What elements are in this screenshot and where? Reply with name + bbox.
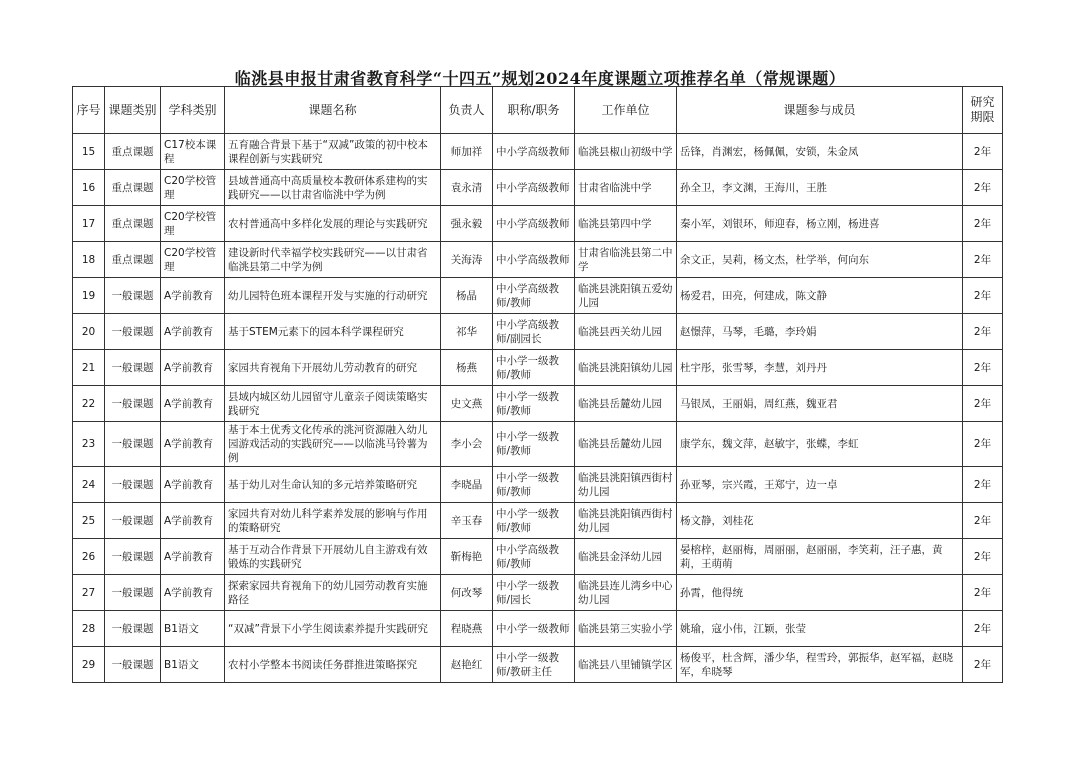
cell-subject-category: C20学校管理 bbox=[161, 170, 225, 206]
cell-project-name: 幼儿园特色班本课程开发与实施的行动研究 bbox=[225, 278, 441, 314]
cell-subject-category: C20学校管理 bbox=[161, 206, 225, 242]
cell-duration: 2年 bbox=[963, 467, 1003, 503]
cell-duration: 2年 bbox=[963, 611, 1003, 647]
cell-duration: 2年 bbox=[963, 350, 1003, 386]
cell-work-unit: 临洮县岳麓幼儿园 bbox=[575, 386, 677, 422]
cell-work-unit: 临洮县椒山初级中学 bbox=[575, 134, 677, 170]
cell-project-name: “双减”背景下小学生阅读素养提升实践研究 bbox=[225, 611, 441, 647]
cell-work-unit: 临洮县洮阳镇西街村幼儿园 bbox=[575, 503, 677, 539]
cell-leader: 靳梅艳 bbox=[441, 539, 493, 575]
cell-duration: 2年 bbox=[963, 170, 1003, 206]
document-title: 临洮县申报甘肃省教育科学“十四五”规划2024年度课题立项推荐名单（常规课题） bbox=[234, 69, 846, 88]
header-work-unit: 工作单位 bbox=[575, 87, 677, 134]
cell-project-name: 家园共育视角下开展幼儿劳动教育的研究 bbox=[225, 350, 441, 386]
cell-subject-category: A学前教育 bbox=[161, 278, 225, 314]
cell-index: 16 bbox=[73, 170, 105, 206]
cell-members: 孙全卫，李文渊，王海川，王胜 bbox=[677, 170, 963, 206]
cell-leader: 关海涛 bbox=[441, 242, 493, 278]
cell-title-position: 中小学一级教师/教师 bbox=[493, 386, 575, 422]
cell-work-unit: 临洮县洮阳镇幼儿园 bbox=[575, 350, 677, 386]
header-members: 课题参与成员 bbox=[677, 87, 963, 134]
table-row bbox=[73, 539, 1003, 575]
cell-members: 晏榕梓，赵丽梅，周丽丽，赵丽丽，李笑莉，汪子惠，黄莉，王萌萌 bbox=[677, 539, 963, 575]
cell-index: 27 bbox=[73, 575, 105, 611]
cell-index: 24 bbox=[73, 467, 105, 503]
cell-index: 19 bbox=[73, 278, 105, 314]
table-row bbox=[73, 350, 1003, 386]
cell-title-position: 中小学一级教师/教师 bbox=[493, 350, 575, 386]
cell-project-name: 探索家园共育视角下的幼儿园劳动教育实施路径 bbox=[225, 575, 441, 611]
cell-work-unit: 临洮县第四中学 bbox=[575, 206, 677, 242]
cell-index: 20 bbox=[73, 314, 105, 350]
cell-title-position: 中小学一级教师/教师 bbox=[493, 422, 575, 467]
cell-duration: 2年 bbox=[963, 386, 1003, 422]
cell-subject-category: A学前教育 bbox=[161, 386, 225, 422]
table-row bbox=[73, 467, 1003, 503]
cell-project-name: 建设新时代幸福学校实践研究——以甘肃省临洮县第二中学为例 bbox=[225, 242, 441, 278]
cell-title-position: 中小学高级教师 bbox=[493, 206, 575, 242]
cell-members: 姚瑜，寇小伟，江颖，张莹 bbox=[677, 611, 963, 647]
cell-work-unit: 甘肃省临洮中学 bbox=[575, 170, 677, 206]
cell-title-position: 中小学一级教师/教研主任 bbox=[493, 647, 575, 683]
cell-work-unit: 甘肃省临洮县第二中学 bbox=[575, 242, 677, 278]
cell-subject-category: C20学校管理 bbox=[161, 242, 225, 278]
table-row bbox=[73, 206, 1003, 242]
cell-leader: 杨燕 bbox=[441, 350, 493, 386]
cell-project-type: 一般课题 bbox=[105, 386, 161, 422]
cell-duration: 2年 bbox=[963, 503, 1003, 539]
table-row bbox=[73, 134, 1003, 170]
cell-project-type: 重点课题 bbox=[105, 134, 161, 170]
cell-title-position: 中小学一级教师 bbox=[493, 611, 575, 647]
cell-work-unit: 临洮县洮阳镇五爱幼儿园 bbox=[575, 278, 677, 314]
cell-project-type: 一般课题 bbox=[105, 647, 161, 683]
table-row bbox=[73, 611, 1003, 647]
cell-project-name: 基于幼儿对生命认知的多元培养策略研究 bbox=[225, 467, 441, 503]
cell-subject-category: A学前教育 bbox=[161, 539, 225, 575]
cell-duration: 2年 bbox=[963, 314, 1003, 350]
cell-subject-category: B1语文 bbox=[161, 611, 225, 647]
table-row bbox=[73, 575, 1003, 611]
cell-work-unit: 临洮县第三实验小学 bbox=[575, 611, 677, 647]
cell-members: 杨爱君，田亮，何建成，陈文静 bbox=[677, 278, 963, 314]
cell-project-type: 一般课题 bbox=[105, 539, 161, 575]
cell-duration: 2年 bbox=[963, 278, 1003, 314]
cell-work-unit: 临洮县洮阳镇西街村幼儿园 bbox=[575, 467, 677, 503]
cell-project-type: 一般课题 bbox=[105, 467, 161, 503]
cell-title-position: 中小学高级教师 bbox=[493, 242, 575, 278]
table-body bbox=[73, 134, 1003, 683]
cell-title-position: 中小学高级教师/教师 bbox=[493, 278, 575, 314]
cell-project-name: 基于本土优秀文化传承的洮河资源融入幼儿园游戏活动的实践研究——以临洮马铃薯为例 bbox=[225, 422, 441, 467]
cell-members: 赵憬萍，马琴，毛璐，李玲娟 bbox=[677, 314, 963, 350]
cell-duration: 2年 bbox=[963, 134, 1003, 170]
cell-project-type: 一般课题 bbox=[105, 350, 161, 386]
cell-work-unit: 临洮县连儿湾乡中心幼儿园 bbox=[575, 575, 677, 611]
cell-project-type: 一般课题 bbox=[105, 611, 161, 647]
cell-index: 23 bbox=[73, 422, 105, 467]
cell-project-type: 一般课题 bbox=[105, 503, 161, 539]
table-header-row bbox=[73, 87, 1003, 134]
header-project-name: 课题名称 bbox=[225, 87, 441, 134]
cell-subject-category: A学前教育 bbox=[161, 350, 225, 386]
cell-project-name: 五育融合背景下基于“双减”政策的初中校本课程创新与实践研究 bbox=[225, 134, 441, 170]
cell-work-unit: 临洮县西关幼儿园 bbox=[575, 314, 677, 350]
cell-project-type: 一般课题 bbox=[105, 278, 161, 314]
cell-leader: 何改琴 bbox=[441, 575, 493, 611]
cell-leader: 李晓晶 bbox=[441, 467, 493, 503]
cell-members: 马银凤，王丽娟，周红燕，魏亚君 bbox=[677, 386, 963, 422]
header-duration: 研究期限 bbox=[963, 87, 1003, 134]
cell-project-name: 农村小学整本书阅读任务群推进策略探究 bbox=[225, 647, 441, 683]
cell-index: 26 bbox=[73, 539, 105, 575]
cell-title-position: 中小学一级教师/教师 bbox=[493, 503, 575, 539]
cell-index: 15 bbox=[73, 134, 105, 170]
table-row bbox=[73, 314, 1003, 350]
cell-leader: 赵艳红 bbox=[441, 647, 493, 683]
cell-index: 21 bbox=[73, 350, 105, 386]
cell-members: 康学东，魏文萍，赵敏宇，张蝶，李虹 bbox=[677, 422, 963, 467]
cell-title-position: 中小学一级教师/园长 bbox=[493, 575, 575, 611]
cell-leader: 辛玉春 bbox=[441, 503, 493, 539]
cell-subject-category: A学前教育 bbox=[161, 314, 225, 350]
cell-work-unit: 临洮县岳麓幼儿园 bbox=[575, 422, 677, 467]
cell-index: 18 bbox=[73, 242, 105, 278]
cell-members: 秦小军，刘银环，师迎春，杨立刚，杨进喜 bbox=[677, 206, 963, 242]
cell-duration: 2年 bbox=[963, 206, 1003, 242]
cell-title-position: 中小学高级教师/副园长 bbox=[493, 314, 575, 350]
cell-subject-category: B1语文 bbox=[161, 647, 225, 683]
cell-members: 余文正，吴莉，杨文杰，杜学举，何向东 bbox=[677, 242, 963, 278]
cell-subject-category: A学前教育 bbox=[161, 467, 225, 503]
header-index: 序号 bbox=[73, 87, 105, 134]
cell-title-position: 中小学一级教师/教师 bbox=[493, 467, 575, 503]
cell-leader: 强永毅 bbox=[441, 206, 493, 242]
table-row bbox=[73, 647, 1003, 683]
cell-index: 22 bbox=[73, 386, 105, 422]
cell-duration: 2年 bbox=[963, 422, 1003, 467]
table-row bbox=[73, 422, 1003, 467]
cell-project-type: 重点课题 bbox=[105, 170, 161, 206]
cell-duration: 2年 bbox=[963, 575, 1003, 611]
cell-work-unit: 临洮县八里铺镇学区 bbox=[575, 647, 677, 683]
cell-duration: 2年 bbox=[963, 242, 1003, 278]
cell-project-type: 重点课题 bbox=[105, 242, 161, 278]
cell-leader: 史文燕 bbox=[441, 386, 493, 422]
recommendation-table bbox=[72, 86, 1003, 683]
cell-work-unit: 临洮县金泽幼儿园 bbox=[575, 539, 677, 575]
cell-subject-category: A学前教育 bbox=[161, 422, 225, 467]
cell-index: 29 bbox=[73, 647, 105, 683]
cell-members: 杨俊平，杜含辉，潘少华，程雪玲，郭振华，赵军福，赵晓军，牟晓琴 bbox=[677, 647, 963, 683]
cell-duration: 2年 bbox=[963, 647, 1003, 683]
table-row bbox=[73, 242, 1003, 278]
cell-project-name: 县域普通高中高质量校本教研体系建构的实践研究——以甘肃省临洮中学为例 bbox=[225, 170, 441, 206]
cell-members: 岳锋，肖渊宏，杨佩佩，安锁，朱金凤 bbox=[677, 134, 963, 170]
cell-project-name: 家园共育对幼儿科学素养发展的影响与作用的策略研究 bbox=[225, 503, 441, 539]
table-row bbox=[73, 503, 1003, 539]
cell-title-position: 中小学高级教师 bbox=[493, 134, 575, 170]
cell-project-type: 重点课题 bbox=[105, 206, 161, 242]
cell-project-name: 农村普通高中多样化发展的理论与实践研究 bbox=[225, 206, 441, 242]
cell-members: 杜宇彤，张雪琴，李慧，刘丹丹 bbox=[677, 350, 963, 386]
cell-project-name: 基于STEM元素下的园本科学课程研究 bbox=[225, 314, 441, 350]
cell-project-type: 一般课题 bbox=[105, 422, 161, 467]
cell-duration: 2年 bbox=[963, 539, 1003, 575]
header-subject-category: 学科类别 bbox=[161, 87, 225, 134]
cell-leader: 杨晶 bbox=[441, 278, 493, 314]
header-title-position: 职称/职务 bbox=[493, 87, 575, 134]
cell-subject-category: A学前教育 bbox=[161, 503, 225, 539]
cell-members: 孙霄，他得统 bbox=[677, 575, 963, 611]
cell-project-name: 基于互动合作背景下开展幼儿自主游戏有效锻炼的实践研究 bbox=[225, 539, 441, 575]
cell-index: 25 bbox=[73, 503, 105, 539]
cell-index: 28 bbox=[73, 611, 105, 647]
table-row bbox=[73, 386, 1003, 422]
table-row bbox=[73, 170, 1003, 206]
cell-leader: 袁永清 bbox=[441, 170, 493, 206]
cell-subject-category: A学前教育 bbox=[161, 575, 225, 611]
cell-project-type: 一般课题 bbox=[105, 575, 161, 611]
cell-leader: 祁华 bbox=[441, 314, 493, 350]
cell-leader: 师加祥 bbox=[441, 134, 493, 170]
cell-index: 17 bbox=[73, 206, 105, 242]
cell-members: 杨文静，刘桂花 bbox=[677, 503, 963, 539]
cell-members: 孙亚琴，宗兴霞，王郑宁，边一卓 bbox=[677, 467, 963, 503]
cell-subject-category: C17校本课程 bbox=[161, 134, 225, 170]
header-leader: 负责人 bbox=[441, 87, 493, 134]
cell-leader: 程晓燕 bbox=[441, 611, 493, 647]
cell-leader: 李小会 bbox=[441, 422, 493, 467]
cell-project-name: 县域内城区幼儿园留守儿童亲子阅读策略实践研究 bbox=[225, 386, 441, 422]
cell-project-type: 一般课题 bbox=[105, 314, 161, 350]
header-project-type: 课题类别 bbox=[105, 87, 161, 134]
cell-title-position: 中小学高级教师/教师 bbox=[493, 539, 575, 575]
cell-title-position: 中小学高级教师 bbox=[493, 170, 575, 206]
table-row bbox=[73, 278, 1003, 314]
